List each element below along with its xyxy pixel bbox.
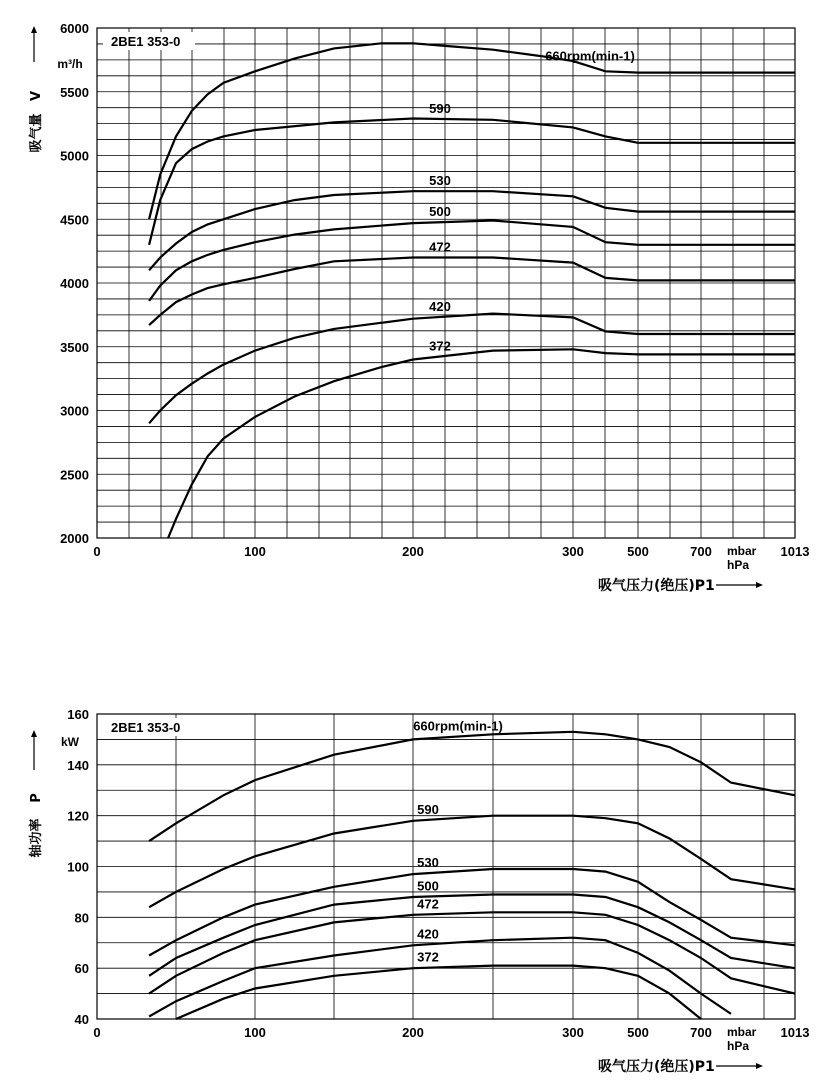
x-axis-arrow-head bbox=[756, 1063, 763, 1069]
y-tick-label: 160 bbox=[67, 707, 89, 722]
y-tick-label: 60 bbox=[74, 961, 89, 977]
y-tick-label: 4500 bbox=[60, 212, 89, 228]
y-axis-arrow-head bbox=[31, 730, 37, 737]
y-tick-label: 4000 bbox=[60, 276, 89, 291]
x-unit-hpa: hPa bbox=[727, 1039, 750, 1053]
series-label-0: 660rpm(min-1) bbox=[545, 48, 635, 64]
series-line-4 bbox=[149, 912, 795, 993]
x-tick-label: 700 bbox=[690, 544, 712, 559]
y-axis-label: 轴功率 bbox=[29, 818, 44, 858]
series-label-4: 472 bbox=[417, 896, 439, 912]
x-axis-arrow-head bbox=[756, 582, 763, 588]
x-unit-mbar: mbar bbox=[727, 544, 757, 558]
flow-chart bbox=[28, 21, 809, 594]
series-label-3: 500 bbox=[417, 878, 439, 894]
y-axis-arrow-head bbox=[31, 26, 37, 33]
series-label-5: 420 bbox=[429, 298, 451, 314]
y-tick-label: 80 bbox=[74, 910, 89, 926]
x-tick-label: 300 bbox=[562, 1025, 584, 1040]
series-label-1: 590 bbox=[417, 801, 439, 817]
series-label-5: 420 bbox=[417, 926, 439, 942]
x-axis-label: 吸气压力(绝压)P1 bbox=[598, 578, 715, 594]
y-tick-label: 5500 bbox=[60, 84, 89, 100]
series-line-3 bbox=[149, 221, 795, 301]
y-tick-label: 140 bbox=[67, 757, 89, 773]
y-tick-label: 6000 bbox=[60, 21, 89, 36]
model-label: 2BE1 353-0 bbox=[111, 34, 181, 49]
y-axis-symbol: P bbox=[29, 793, 44, 803]
y-tick-label: 40 bbox=[74, 1012, 89, 1027]
x-tick-label: 500 bbox=[627, 1025, 649, 1040]
series-line-5 bbox=[149, 938, 731, 1017]
x-axis-label: 吸气压力(绝压)P1 bbox=[598, 1059, 715, 1075]
x-tick-label: 200 bbox=[402, 544, 424, 559]
x-unit-mbar: mbar bbox=[727, 1025, 757, 1039]
x-unit-hpa: hPa bbox=[727, 558, 750, 572]
series-line-5 bbox=[149, 314, 795, 424]
series-label-4: 472 bbox=[429, 239, 451, 255]
x-tick-label: 100 bbox=[244, 1025, 266, 1040]
x-tick-label: 700 bbox=[690, 1025, 712, 1040]
series-label-2: 530 bbox=[429, 173, 451, 189]
y-tick-label: 3500 bbox=[60, 339, 89, 355]
x-tick-label: 1013 bbox=[780, 544, 810, 559]
series-label-3: 500 bbox=[429, 204, 451, 220]
series-line-1 bbox=[149, 816, 795, 908]
y-tick-label: 2000 bbox=[60, 531, 89, 546]
y-tick-label: 100 bbox=[67, 859, 89, 875]
x-tick-label: 500 bbox=[627, 544, 649, 559]
model-label: 2BE1 353-0 bbox=[111, 720, 181, 735]
y-axis-unit: kW bbox=[61, 735, 79, 749]
series-label-6: 372 bbox=[417, 949, 439, 965]
y-axis-label: 吸气量 bbox=[29, 113, 44, 153]
series-label-0: 660rpm(min-1) bbox=[413, 718, 503, 734]
y-axis-symbol: V bbox=[29, 90, 44, 102]
power-chart bbox=[28, 707, 809, 1075]
series-line-3 bbox=[149, 895, 795, 976]
y-tick-label: 2500 bbox=[60, 467, 89, 483]
x-tick-label: 1013 bbox=[780, 1025, 810, 1040]
series-label-2: 530 bbox=[417, 855, 439, 871]
y-tick-label: 120 bbox=[67, 808, 89, 824]
series-label-1: 590 bbox=[429, 100, 451, 116]
y-tick-label: 3000 bbox=[60, 403, 89, 419]
x-tick-label: 200 bbox=[402, 1025, 424, 1040]
x-tick-label: 300 bbox=[562, 544, 584, 559]
y-axis-unit: m³/h bbox=[57, 57, 83, 71]
x-tick-label: 100 bbox=[244, 544, 266, 559]
y-tick-label: 5000 bbox=[60, 148, 89, 164]
x-tick-label: 0 bbox=[93, 1025, 101, 1040]
series-line-0 bbox=[149, 732, 795, 841]
x-tick-label: 0 bbox=[93, 544, 101, 559]
series-label-6: 372 bbox=[429, 338, 451, 354]
series-line-1 bbox=[149, 119, 795, 245]
